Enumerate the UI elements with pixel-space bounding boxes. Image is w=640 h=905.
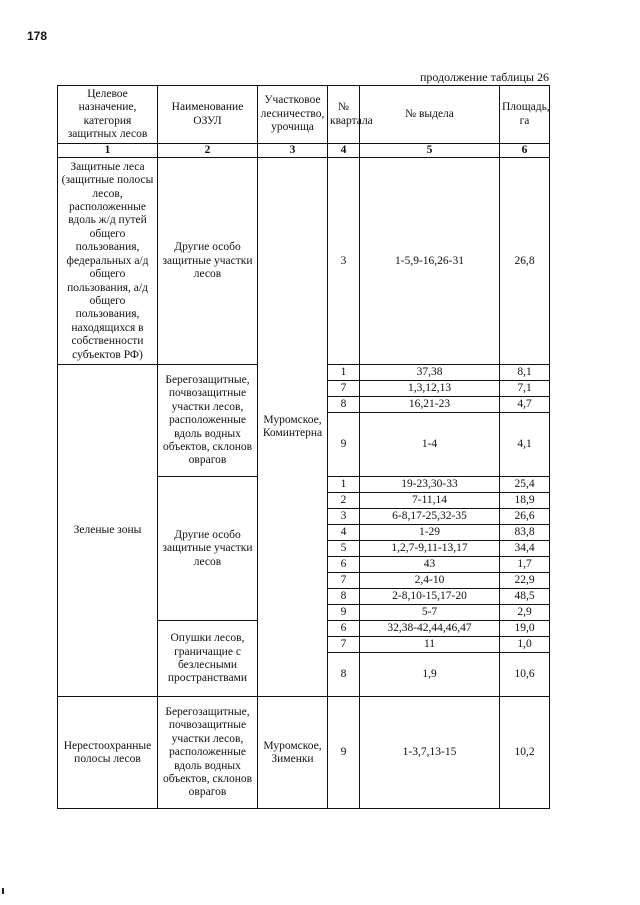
ozul-cell: Другие особо защитные участки лесов [158, 477, 258, 621]
vydel-cell: 32,38-42,44,46,47 [360, 621, 500, 637]
table-row [58, 697, 550, 809]
area-cell: 8,1 [500, 365, 550, 381]
header-kvartal: № квартала [328, 86, 360, 144]
area-cell: 18,9 [500, 493, 550, 509]
area-cell: 83,8 [500, 525, 550, 541]
kvartal-cell: 9 [328, 605, 360, 621]
col-number: 3 [258, 144, 328, 158]
header-area: Площадь, га [500, 86, 550, 144]
category-cell: Защитные леса (защитные полосы лесов, расположенные вдоль ж/д путей общего пользования, федеральных а/д общего пользования, а/д общего пользования, находящихся в собственности субъектов РФ) [58, 158, 158, 365]
header-vydel: № выдела [360, 86, 500, 144]
table-row [58, 158, 550, 365]
kvartal-cell: 6 [328, 557, 360, 573]
page-number: 178 [27, 29, 48, 43]
ozul-cell: Другие особо защитные участки лесов [158, 158, 258, 365]
forestry-cell: Муромское, Зименки [258, 697, 328, 809]
kvartal-cell: 4 [328, 525, 360, 541]
area-cell: 25,4 [500, 477, 550, 493]
vydel-cell: 2-8,10-15,17-20 [360, 589, 500, 605]
area-cell: 1,0 [500, 637, 550, 653]
area-cell: 4,1 [500, 413, 550, 477]
area-cell: 1,7 [500, 557, 550, 573]
area-cell: 2,9 [500, 605, 550, 621]
vydel-cell: 16,21-23 [360, 397, 500, 413]
area-cell: 26,8 [500, 158, 550, 365]
header-forestry: Участковое лесничество, урочища [258, 86, 328, 144]
vydel-cell: 1-29 [360, 525, 500, 541]
vydel-cell: 7-11,14 [360, 493, 500, 509]
col-number: 1 [58, 144, 158, 158]
area-cell: 34,4 [500, 541, 550, 557]
table-continuation-caption: продолжение таблицы 26 [419, 70, 549, 84]
kvartal-cell: 3 [328, 509, 360, 525]
area-cell: 19,0 [500, 621, 550, 637]
vydel-cell: 1-4 [360, 413, 500, 477]
vydel-cell: 1,9 [360, 653, 500, 697]
protective-forests-table [57, 85, 550, 809]
vydel-cell: 1-3,7,13-15 [360, 697, 500, 809]
kvartal-cell: 5 [328, 541, 360, 557]
column-number-row [58, 144, 550, 158]
ozul-cell: Опушки лесов, граничащие с безлесными пространствами [158, 621, 258, 697]
area-cell: 26,6 [500, 509, 550, 525]
vydel-cell: 6-8,17-25,32-35 [360, 509, 500, 525]
kvartal-cell: 9 [328, 697, 360, 809]
vydel-cell: 11 [360, 637, 500, 653]
kvartal-cell: 6 [328, 621, 360, 637]
forestry-cell: Муромское, Коминтерна [258, 158, 328, 697]
kvartal-cell: 7 [328, 573, 360, 589]
area-cell: 4,7 [500, 397, 550, 413]
kvartal-cell: 7 [328, 637, 360, 653]
header-category: Целевое назначение, категория защитных лесов [58, 86, 158, 144]
kvartal-cell: 7 [328, 381, 360, 397]
vydel-cell: 19-23,30-33 [360, 477, 500, 493]
header-ozul: Наименование ОЗУЛ [158, 86, 258, 144]
scan-artifact-mark [2, 888, 4, 894]
header-row [58, 86, 550, 144]
vydel-cell: 37,38 [360, 365, 500, 381]
vydel-cell: 2,4-10 [360, 573, 500, 589]
area-cell: 10,2 [500, 697, 550, 809]
kvartal-cell: 8 [328, 653, 360, 697]
area-cell: 22,9 [500, 573, 550, 589]
kvartal-cell: 8 [328, 397, 360, 413]
area-cell: 10,6 [500, 653, 550, 697]
vydel-cell: 1-5,9-16,26-31 [360, 158, 500, 365]
col-number: 6 [500, 144, 550, 158]
kvartal-cell: 1 [328, 477, 360, 493]
vydel-cell: 5-7 [360, 605, 500, 621]
kvartal-cell: 2 [328, 493, 360, 509]
kvartal-cell: 1 [328, 365, 360, 381]
kvartal-cell: 8 [328, 589, 360, 605]
kvartal-cell: 3 [328, 158, 360, 365]
category-cell: Зеленые зоны [58, 365, 158, 697]
area-cell: 48,5 [500, 589, 550, 605]
vydel-cell: 43 [360, 557, 500, 573]
kvartal-cell: 9 [328, 413, 360, 477]
vydel-cell: 1,2,7-9,11-13,17 [360, 541, 500, 557]
area-cell: 7,1 [500, 381, 550, 397]
category-cell: Нерестоохранные полосы лесов [58, 697, 158, 809]
ozul-cell: Берегозащитные, почвозащитные участки лесов, расположенные вдоль водных объектов, склонов оврагов [158, 365, 258, 477]
ozul-cell: Берегозащитные, почвозащитные участки лесов, расположенные вдоль водных объектов, склонов оврагов [158, 697, 258, 809]
col-number: 4 [328, 144, 360, 158]
col-number: 5 [360, 144, 500, 158]
vydel-cell: 1,3,12,13 [360, 381, 500, 397]
col-number: 2 [158, 144, 258, 158]
